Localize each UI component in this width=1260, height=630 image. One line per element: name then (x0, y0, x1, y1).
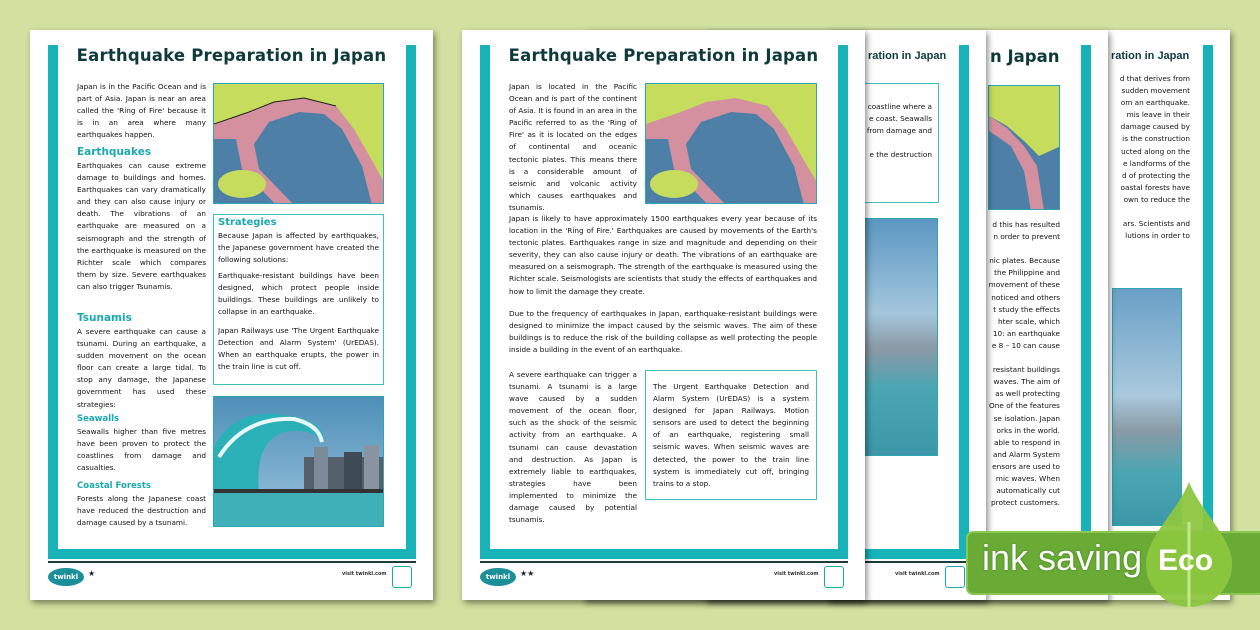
visit-link[interactable]: visit twinkl.com (895, 571, 940, 577)
twinkl-logo: twinkl (480, 568, 516, 586)
quality-badge-icon (824, 566, 844, 588)
ring-of-fire-map (645, 83, 817, 204)
uredas-box (645, 370, 817, 500)
text-line: d that derives from (1119, 74, 1190, 83)
text-line: ensors are used to (992, 461, 1060, 471)
visit-link[interactable]: visit twinkl.com (774, 571, 819, 577)
text-line: se isolation. Japan (993, 413, 1060, 423)
text-line: noticed and others (991, 292, 1060, 302)
text-line: sudden movement (1121, 86, 1190, 96)
text-line: n order to prevent (993, 232, 1060, 242)
text-line: 10: an earthquake (992, 328, 1060, 338)
tsunamis-text: A severe earthquake can cause a tsunami. During an earthquake, a sudden movement on the ocean floor can create a large tidal. To stop any damage, the Japanese government has used these strategies: (77, 327, 206, 409)
text-line: is the construction (1122, 134, 1190, 144)
text-line (988, 352, 1060, 364)
ring-of-fire-map (213, 83, 384, 204)
text-line: d this has resulted (992, 220, 1060, 229)
strategies-box (213, 214, 384, 385)
text-line: damage caused by (1120, 122, 1190, 132)
difficulty-stars: ★ (88, 569, 96, 578)
text-line: oastal forests have (1120, 182, 1190, 192)
page-title: ration in Japan (868, 50, 947, 62)
map-graphic (214, 84, 384, 204)
text-line: the Philippine and (994, 268, 1060, 278)
text-line: mic waves. When (995, 473, 1060, 483)
buildings-paragraph: Due to the frequency of earthquakes in Japan, earthquake-resistant buildings were designed to minimize the impact caused by the seismic waves. The aim of these buildings is to reduce the risk of the building collapse as well protecting the people inside a building in the event of an earthquake. (509, 309, 817, 355)
text-line: as well protecting (995, 389, 1060, 399)
text-line: movement of these (988, 280, 1060, 290)
text-line: orks in the world. (996, 425, 1060, 435)
earthquakes-heading: Earthquakes (77, 146, 152, 158)
ink-saving-label: ink saving (982, 537, 1143, 578)
text-line: nic plates. Because (989, 256, 1060, 266)
twinkl-logo: twinkl (48, 568, 84, 586)
seawalls-heading: Seawalls (77, 414, 120, 424)
footer-line (48, 561, 416, 563)
text-line: ucted along on the (1121, 146, 1190, 156)
text-line: e landforms of the (1122, 158, 1190, 168)
page-title: Earthquake Preparation in Japan (508, 46, 819, 65)
tsunami-paragraph: A severe earthquake can trigger a tsunami. A tsunami is a large wave caused by a sudden movement of the ocean floor, such as the shock of the seismic activity from an earthquake. A tsunami can cause devastation and destruction. As Japan is extremely liable to earthquakes, strategies have been implemented to minimize the damage caused by potential tsunamis. (509, 370, 637, 525)
text-line: om an earthquake. (1120, 98, 1190, 108)
text-line: e coast. Seawalls (869, 114, 932, 124)
map-graphic (646, 84, 817, 204)
intro-text: Japan is in the Pacific Ocean and is part of Asia. Japan is near an area called the 'Ring of Fire' because it is in an area where many earthquakes happen. (77, 82, 206, 140)
earthquakes-text: Earthquakes can cause extreme damage to buildings and homes. Earthquakes can vary dramatically and they can also cause injury or death. The vibrations of an earthquake are measured on a seismograph and the strength of the earthquake is measured on the Richter scale which compares them by size. Severe earthquakes can also trigger Tsunamis. (77, 161, 206, 291)
text-line (1112, 206, 1190, 218)
worksheet-page-1 (30, 30, 433, 600)
text-line: protect customers. (991, 498, 1060, 508)
text-line: coastline where a (867, 102, 932, 111)
page-text (988, 219, 1060, 509)
text-line: e 8 – 10 can cause (991, 340, 1060, 350)
tsunamis-heading: Tsunamis (77, 312, 132, 324)
text-line: and Alarm System (992, 449, 1060, 459)
text-line: able to respond in (993, 437, 1060, 447)
text-line (988, 243, 1060, 255)
eco-label: Eco (1158, 544, 1214, 577)
text-line: automatically cut (996, 486, 1060, 496)
quality-badge-icon (945, 566, 965, 588)
seawalls-text: Seawalls higher than five metres have been proven to protect the coastlines from damage and casualties. (77, 427, 206, 473)
text-line: d of protecting the (1121, 170, 1190, 180)
text-line: mis leave in their (1126, 110, 1190, 120)
worksheet-page-2 (462, 30, 865, 600)
page-text (1112, 73, 1190, 242)
page-title: ration in Japan (1111, 50, 1190, 62)
frame-corner (1203, 45, 1213, 57)
strategies-railways: Japan Railways use 'The Urgent Earthquake Detection and Alarm System' (UrEDAS). When an earthquake erupts, the power in the train line is cut off. (218, 326, 379, 372)
intro-text: Japan is located in the Pacific Ocean and is part of the continent of Asia. It is found in an area in the Pacific referred to as the 'Ring of Fire' as it is located on the edges of continental and oceanic tectonic plates. This means there is a considerable amount of seismic and volcanic activity which causes earthquakes and tsunamis. (509, 82, 637, 212)
frame-corner (959, 45, 969, 57)
footer-line (480, 561, 848, 563)
text-line: resistant buildings (992, 365, 1060, 375)
text-line: One of the features (989, 401, 1060, 411)
visit-link[interactable]: visit twinkl.com (342, 571, 387, 577)
page-title: Earthquake Preparation in Japan (76, 46, 387, 65)
uredas-text: The Urgent Earthquake Detection and Alarm System (UrEDAS) is a system designed for Japan Railways. Motion sensors are used to detect the beginning of an earthquake, registering small seismic waves. When seismic waves are detected, the power to the train line system is immediately cut off, bringing trains to a stop. (653, 382, 809, 488)
tsunami-wave-image (213, 396, 384, 527)
difficulty-stars: ★★ (520, 569, 535, 578)
coastal-forests-heading: Coastal Forests (77, 481, 151, 491)
coastal-forests-text: Forests along the Japanese coast have reduced the destruction and damage caused by a tsunami. (77, 494, 206, 528)
text-line: from damage and (866, 126, 932, 136)
ring-of-fire-map (988, 85, 1060, 210)
text-line: t study the effects (993, 304, 1060, 314)
quality-badge-icon (392, 566, 412, 588)
text-line: e the destruction (869, 150, 932, 160)
strategies-heading: Strategies (218, 217, 277, 228)
text-line: ars. Scientists and (1122, 219, 1190, 229)
frame-corner (1081, 45, 1091, 57)
location-paragraph: Japan is likely to have approximately 1500 earthquakes every year because of its location in the 'Ring of Fire.' Earthquakes are caused by movements of the Earth's tectonic plates. Earthquakes range in size and magnitude and depending on their severity, they can also cause injury or death. The vibrations of an earthquake are measured on a seismograph. The strength of the earthquake is measured using the Richter scale. Seismologists are scientists that study the effects of earthquakes and how to limit the damage they create. (509, 214, 817, 296)
strategies-buildings: Earthquake-resistant buildings have been designed, which protect people inside buildings. These buildings are unlikely to collapse in an earthquake. (218, 271, 379, 317)
text-line: own to reduce the (1123, 194, 1190, 204)
map-graphic (989, 86, 1060, 210)
text-line: lutions in order to (1125, 231, 1190, 241)
strategies-intro: Because Japan is affected by earthquakes, the Japanese government have created the following solutions: (218, 231, 379, 265)
text-line: waves. The aim of (993, 377, 1060, 387)
text-line: hter scale, which (998, 316, 1060, 326)
page-title: n Japan (990, 47, 1060, 66)
tsunami-graphic (214, 397, 384, 527)
